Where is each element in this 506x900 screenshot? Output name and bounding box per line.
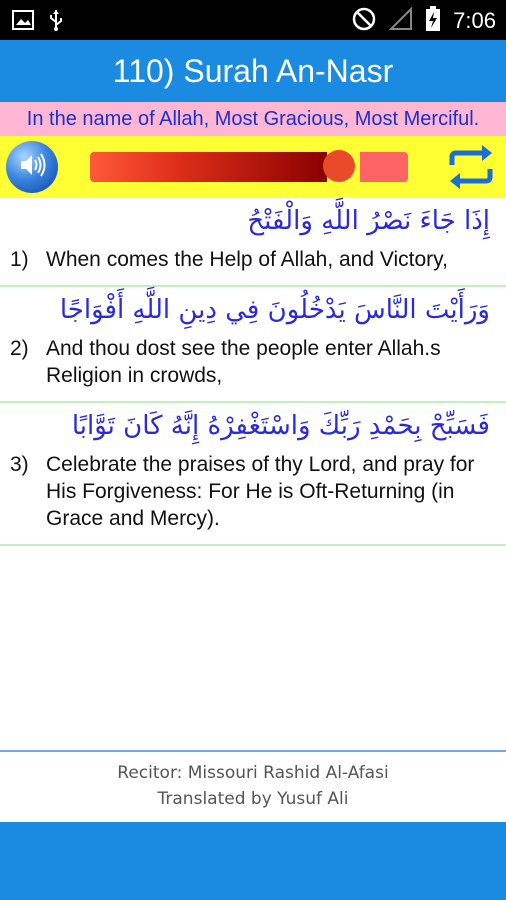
repeat-button[interactable] [446,143,496,191]
reciter-credit: Recitor: Missouri Rashid Al-Afasi [117,763,389,783]
speaker-icon [17,150,47,184]
repeat-icon [446,176,496,195]
verse-arabic: وَرَأَيْتَ النَّاسَ يَدْخُلُونَ فِي دِينِ اللَّهِ أَفْوَاجًا [59,295,490,325]
seek-thumb[interactable] [323,150,355,182]
verse-translation: When comes the Help of Allah, and Victory, [46,248,448,271]
bismillah-banner [0,102,506,136]
usb-icon [48,8,64,36]
verse-item[interactable] [0,287,506,403]
title-bar [0,40,506,102]
verse-translation: Celebrate the praises of thy Lord, and pray for His Forgiveness: For He is Oft-Returning (in Grace and Mercy). [46,453,475,530]
verse-number: 3) [10,453,29,476]
footer-credits [0,750,506,824]
speaker-button[interactable] [6,141,58,193]
bottom-bar [0,822,506,900]
verse-item[interactable] [0,198,506,287]
signal-icon [389,7,413,35]
verse-number: 2) [10,337,29,360]
verse-list [0,198,506,546]
verse-arabic: إِذَا جَاءَ نَصْرُ اللَّهِ وَالْفَتْحُ [247,206,490,236]
do-not-disturb-icon [351,6,377,36]
translator-credit: Translated by Yusuf Ali [157,789,349,809]
verse-item[interactable] [0,403,506,546]
clock: 7:06 [453,8,496,33]
battery-charging-icon [425,6,441,36]
seek-remaining [360,152,408,182]
status-bar [0,0,506,40]
seek-bar[interactable] [90,152,408,182]
verse-number: 1) [10,248,29,271]
bismillah-text: In the name of Allah, Most Gracious, Most Merciful. [26,107,480,130]
seek-played [90,152,327,182]
verse-translation: And thou dost see the people enter Allah.s Religion in crowds, [46,337,441,387]
page-title: 110) Surah An-Nasr [112,52,394,89]
verse-arabic: فَسَبِّحْ بِحَمْدِ رَبِّكَ وَاسْتَغْفِرْهُ إِنَّهُ كَانَ تَوَّابًا [71,411,490,441]
image-icon [12,10,34,34]
